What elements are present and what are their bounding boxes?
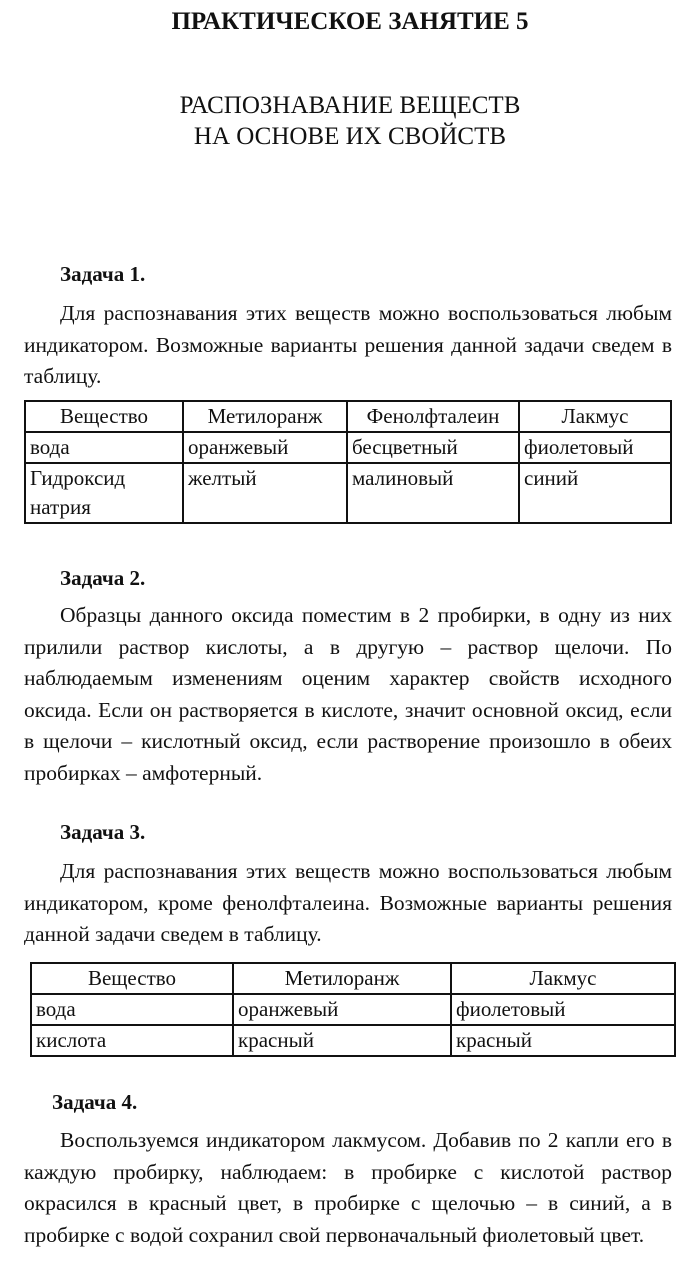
subtitle-line: НА ОСНОВЕ ИХ СВОЙСТВ xyxy=(193,123,507,150)
table-cell: желтый xyxy=(183,463,347,523)
table-row xyxy=(31,1025,675,1056)
task-2-text: Образцы данного оксида поместим в 2 пробирки, в одну из них прилили раствор кислоты, а в другую – раствор щелочи. По наблюдаемым изменениям оценим характер свойств исходного оксида. Если он растворяется в кислоте, значит основной оксид, если в щелочи – кислотный оксид, если растворение произошло в обеих пробирках – амфотерный. xyxy=(24,603,672,785)
table-cell: вода xyxy=(25,432,183,463)
table-cell: фиолетовый xyxy=(519,432,671,463)
table-cell: оранжевый xyxy=(233,994,451,1025)
table-cell: красный xyxy=(451,1025,675,1056)
table-header-cell: Метилоранж xyxy=(183,401,347,432)
table-cell: красный xyxy=(233,1025,451,1056)
task-1-heading: Задача 1. xyxy=(60,262,146,286)
task-4-text: Воспользуемся индикатором лакмусом. Добавив по 2 капли его в каждую пробирку, наблюдаем: в пробирке с кислотой раствор окрасился в красный цвет, в пробирке с щелочью – в синий, а в пробирке с водой сохранил свой первоначальный фиолетовый цвет. xyxy=(24,1128,672,1247)
table-header-cell: Лакмус xyxy=(451,963,675,994)
table-row xyxy=(25,463,671,523)
table-cell: малиновый xyxy=(347,463,519,523)
table-header-row xyxy=(31,963,675,994)
table-cell: синий xyxy=(519,463,671,523)
table-header-cell: Вещество xyxy=(31,963,233,994)
indicator-table-2 xyxy=(30,962,676,1057)
table-row xyxy=(31,994,675,1025)
table-header-cell: Лакмус xyxy=(519,401,671,432)
page-title: ПРАКТИЧЕСКОЕ ЗАНЯТИЕ 5 xyxy=(171,8,529,35)
table-row xyxy=(25,432,671,463)
table-header-cell: Метилоранж xyxy=(233,963,451,994)
table-header-cell: Вещество xyxy=(25,401,183,432)
table-cell: фиолетовый xyxy=(451,994,675,1025)
table-header-row xyxy=(25,401,671,432)
indicator-table-1 xyxy=(24,400,672,524)
task-3-text: Для распознавания этих веществ можно воспользоваться любым индикатором, кроме фенолфталеина. Возможные варианты решения данной задачи сведем в таблицу. xyxy=(24,859,672,946)
table-cell: кислота xyxy=(31,1025,233,1056)
page-subtitle xyxy=(0,90,700,152)
task-3-heading: Задача 3. xyxy=(60,820,146,844)
table-header-cell: Фенолфталеин xyxy=(347,401,519,432)
table-cell: вода xyxy=(31,994,233,1025)
task-1-text: Для распознавания этих веществ можно воспользоваться любым индикатором. Возможные варианты решения данной задачи сведем в таблицу. xyxy=(24,301,672,388)
table-cell: оранжевый xyxy=(183,432,347,463)
table-cell: Гидроксид натрия xyxy=(25,463,183,523)
task-2-heading: Задача 2. xyxy=(60,566,146,590)
task-4-heading: Задача 4. xyxy=(52,1090,138,1114)
table-cell: бесцветный xyxy=(347,432,519,463)
subtitle-line: РАСПОЗНАВАНИЕ ВЕЩЕСТВ xyxy=(179,92,521,119)
